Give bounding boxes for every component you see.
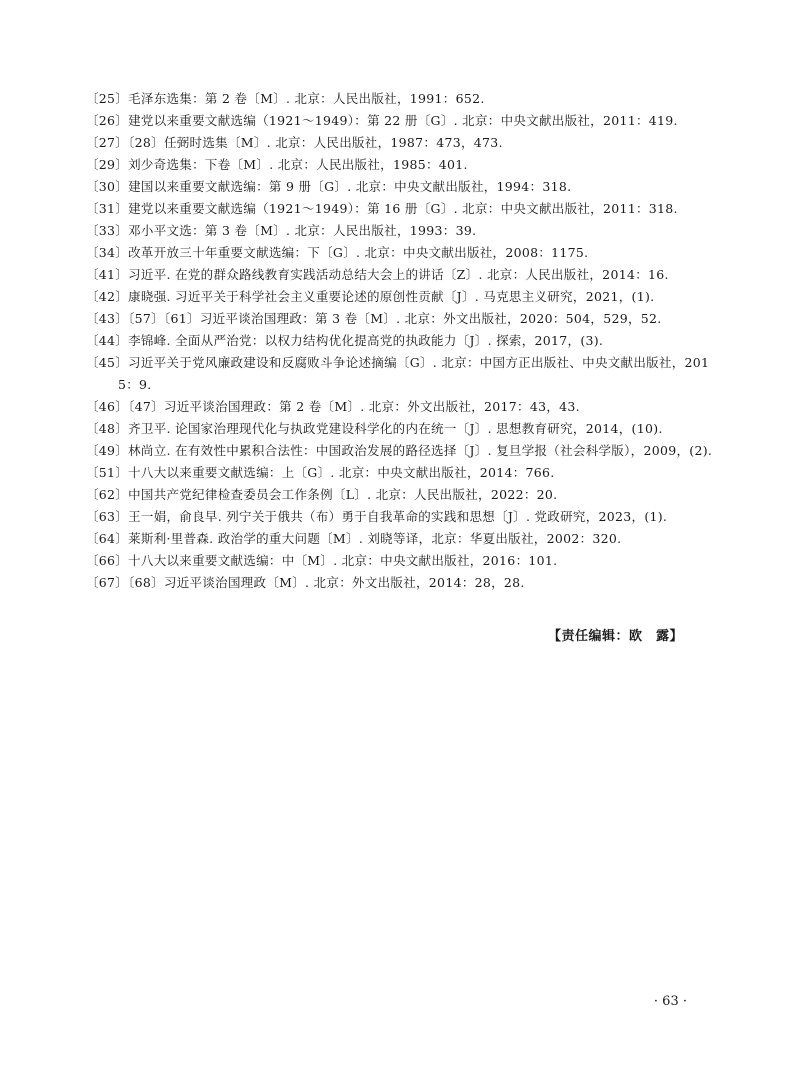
reference-item: 〔34〕改革开放三十年重要文献选编：下〔G〕. 北京：中央文献出版社，2008：1175. — [86, 245, 589, 260]
reference-item: 〔66〕十八大以来重要文献选编：中〔M〕. 北京：中央文献出版社，2016：101. — [86, 553, 558, 568]
page-number: · 63 · — [653, 994, 687, 1009]
reference-item: 〔25〕毛泽东选集：第 2 卷〔M〕. 北京：人民出版社，1991：652. — [86, 91, 485, 106]
reference-item: 〔33〕邓小平文选：第 3 卷〔M〕. 北京：人民出版社，1993：39. — [86, 223, 477, 238]
reference-item: 〔48〕齐卫平. 论国家治理现代化与执政党建设科学化的内在统一〔J〕. 思想教育研究，2014，(10). — [86, 421, 663, 436]
reference-item: 〔49〕林尚立. 在有效性中累积合法性：中国政治发展的路径选择〔J〕. 复旦学报（社会科学版），2009，(2). — [86, 443, 713, 458]
responsible-editor-note: 【责任编辑：欧 露】 — [547, 629, 683, 644]
reference-item: 〔31〕建党以来重要文献选编（1921～1949）：第 16 册〔G〕. 北京：中央文献出版社，2011：318. — [86, 201, 678, 216]
reference-item: 〔27〕〔28〕任弼时选集〔M〕. 北京：人民出版社，1987：473，473. — [86, 135, 503, 150]
reference-item: 〔46〕〔47〕习近平谈治国理政：第 2 卷〔M〕. 北京：外文出版社，2017：43，43. — [86, 399, 580, 414]
reference-item: 〔51〕十八大以来重要文献选编：上〔G〕. 北京：中央文献出版社，2014：766. — [86, 465, 555, 480]
reference-item: 〔42〕康晓强. 习近平关于科学社会主义重要论述的原创性贡献〔J〕. 马克思主义研究，2021，(1). — [86, 289, 655, 304]
reference-item: 〔41〕习近平. 在党的群众路线教育实践活动总结大会上的讲话〔Z〕. 北京：人民出版社，2014：16. — [86, 267, 669, 282]
reference-item: 〔63〕王一娟，俞良早. 列宁关于俄共（布）勇于自我革命的实践和思想〔J〕. 党政研究，2023，(1). — [86, 509, 668, 524]
reference-item: 〔29〕刘少奇选集：下卷〔M〕. 北京：人民出版社，1985：401. — [86, 157, 468, 172]
reference-item: 〔64〕莱斯利·里普森. 政治学的重大问题〔M〕. 刘晓等译，北京：华夏出版社，2002：320. — [86, 531, 622, 546]
reference-list — [86, 88, 716, 594]
reference-item: 〔26〕建党以来重要文献选编（1921～1949）：第 22 册〔G〕. 北京：中央文献出版社，2011：419. — [86, 113, 678, 128]
reference-item: 〔62〕中国共产党纪律检查委员会工作条例〔L〕. 北京：人民出版社，2022：20. — [86, 487, 558, 502]
reference-item: 〔45〕习近平关于党风廉政建设和反腐败斗争论述摘编〔G〕. 北京：中国方正出版社、中央文献出版社，2015：9. — [86, 355, 710, 392]
reference-item: 〔43〕〔57〕〔61〕习近平谈治国理政：第 3 卷〔M〕. 北京：外文出版社，2020：504，529，52. — [86, 311, 662, 326]
reference-item: 〔30〕建国以来重要文献选编：第 9 册〔G〕. 北京：中央文献出版社，1994：318. — [86, 179, 572, 194]
reference-item: 〔67〕〔68〕习近平谈治国理政〔M〕. 北京：外文出版社，2014：28，28. — [86, 575, 525, 590]
reference-item: 〔44〕李锦峰. 全面从严治党：以权力结构优化提高党的执政能力〔J〕. 探索，2017，(3). — [86, 333, 604, 348]
